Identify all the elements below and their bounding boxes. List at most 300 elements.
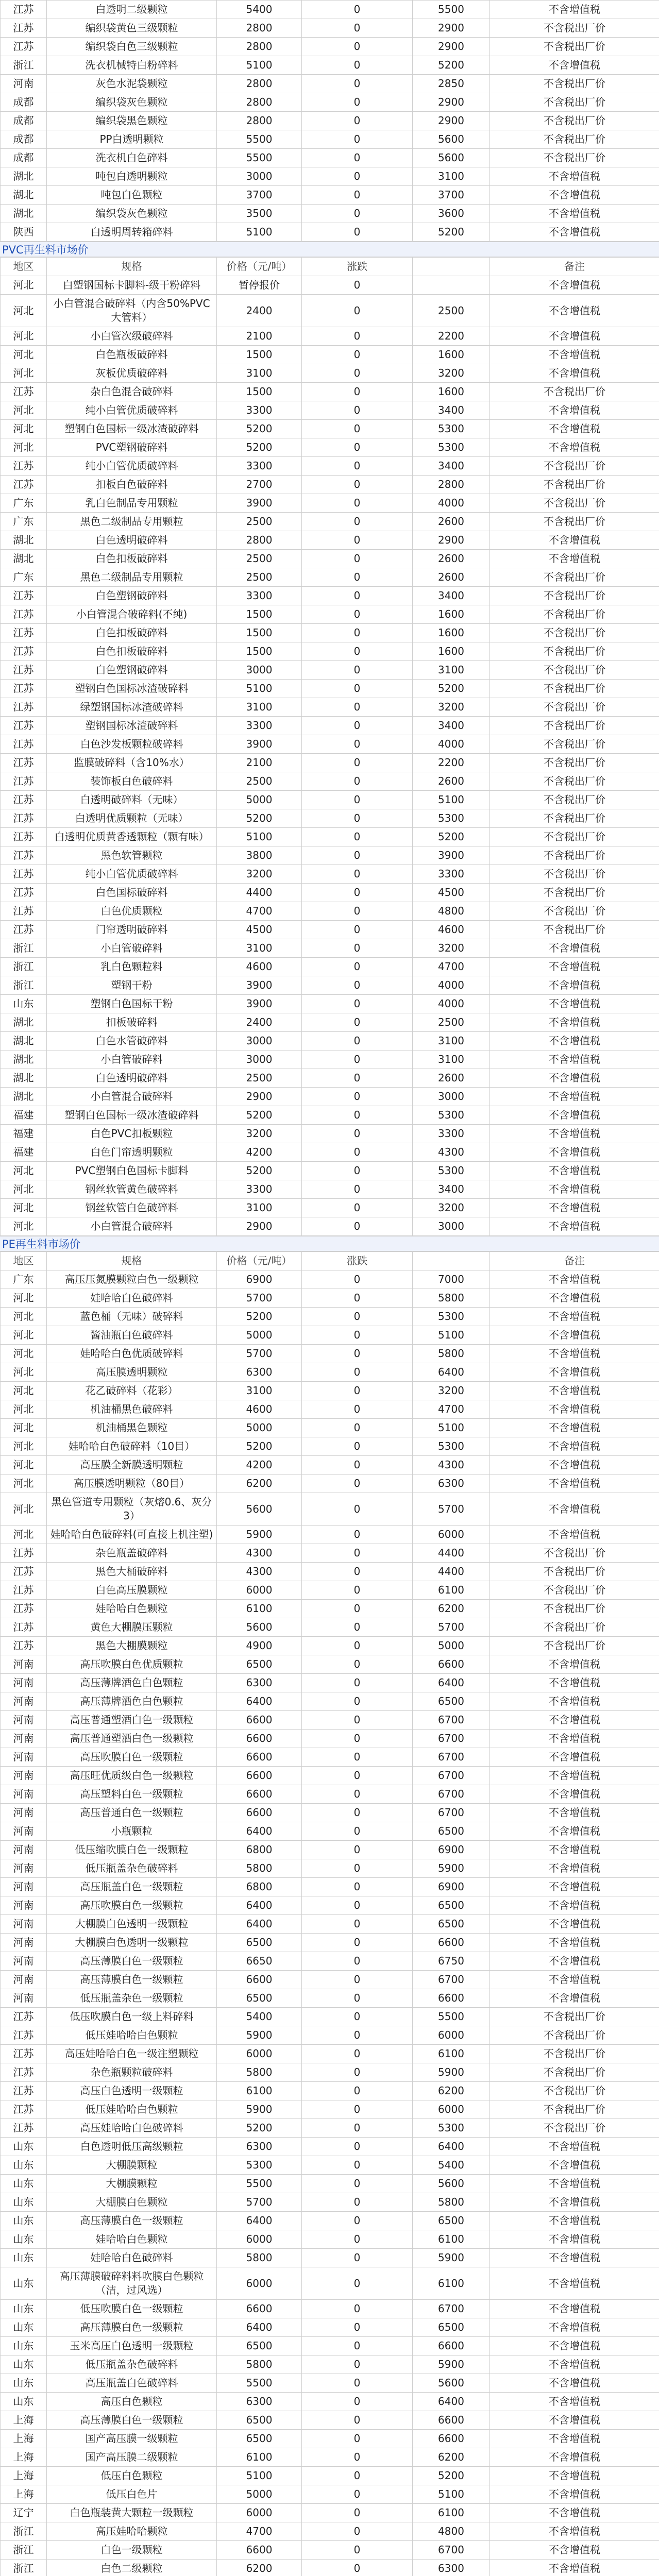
note-cell: 不含增值税 xyxy=(490,2337,659,2355)
change-cell: 0 xyxy=(302,205,413,223)
price-high-cell: 5200 xyxy=(413,56,490,75)
table-row xyxy=(1,1088,659,1106)
spec-cell: 高压薄牌酒色白色颗粒 xyxy=(47,1674,217,1692)
spec-cell: 高压压氮膜颗粒白色一级颗粒 xyxy=(47,1270,217,1289)
price-high-cell: 3200 xyxy=(413,1199,490,1217)
table-row xyxy=(1,295,659,327)
spec-cell: 低压娃哈哈白色颗粒 xyxy=(47,2026,217,2045)
price-cell: 3300 xyxy=(217,587,302,605)
region-cell: 浙江 xyxy=(1,939,47,958)
spec-cell: 乳白色颗粒料 xyxy=(47,958,217,976)
region-cell: 湖北 xyxy=(1,205,47,223)
change-cell: 0 xyxy=(302,1032,413,1050)
change-cell: 0 xyxy=(302,1526,413,1544)
region-cell: 河南 xyxy=(1,1896,47,1915)
price-cell: 2800 xyxy=(217,38,302,56)
price-cell: 3700 xyxy=(217,186,302,205)
region-cell: 山东 xyxy=(1,995,47,1013)
region-cell: 江苏 xyxy=(1,383,47,401)
price-cell: 2800 xyxy=(217,19,302,38)
region-cell: 福建 xyxy=(1,1143,47,1162)
region-cell: 上海 xyxy=(1,2467,47,2485)
region-cell: 成都 xyxy=(1,112,47,130)
price-cell: 6400 xyxy=(217,1692,302,1711)
spec-cell: 编织袋灰色颗粒 xyxy=(47,93,217,112)
price-high-cell: 3200 xyxy=(413,939,490,958)
region-cell: 河南 xyxy=(1,1767,47,1785)
spec-cell: 低压吹膜白色一级上料碎料 xyxy=(47,2008,217,2026)
region-cell: 河北 xyxy=(1,1363,47,1382)
spec-cell: 杂色瓶盖破碎料 xyxy=(47,1544,217,1563)
price-cell: 3000 xyxy=(217,661,302,680)
spec-cell: 黄色大棚膜压颗粒 xyxy=(47,1618,217,1637)
change-cell: 0 xyxy=(302,1,413,19)
table-row xyxy=(1,1382,659,1400)
note-cell: 不含增值税 xyxy=(490,1730,659,1748)
spec-cell: 白色透明破碎料 xyxy=(47,1069,217,1088)
region-cell: 江苏 xyxy=(1,828,47,846)
price-high-cell: 5600 xyxy=(413,2175,490,2193)
spec-cell: 白色二级颗粒 xyxy=(47,2560,217,2576)
note-cell: 不含增值税 xyxy=(490,1199,659,1217)
note-cell: 不含增值税 xyxy=(490,1841,659,1859)
region-cell: 江苏 xyxy=(1,2026,47,2045)
spec-cell: 白色门帘透明颗粒 xyxy=(47,1143,217,1162)
price-cell: 2900 xyxy=(217,1088,302,1106)
table-row xyxy=(1,1143,659,1162)
price-high-cell: 5700 xyxy=(413,1618,490,1637)
price-cell: 6000 xyxy=(217,2267,302,2300)
table-row xyxy=(1,2393,659,2411)
change-cell: 0 xyxy=(302,1822,413,1841)
region-cell: 江苏 xyxy=(1,661,47,680)
price-high-cell: 6700 xyxy=(413,1785,490,1804)
price-high-cell: 6750 xyxy=(413,1952,490,1971)
price-table xyxy=(0,1251,659,2576)
region-cell: 山东 xyxy=(1,2138,47,2156)
price-cell: 3100 xyxy=(217,939,302,958)
price-cell: 6500 xyxy=(217,1655,302,1674)
change-cell: 0 xyxy=(302,2026,413,2045)
note-cell: 不含增值税 xyxy=(490,1674,659,1692)
note-cell: 不含增值税 xyxy=(490,1748,659,1767)
price-cell: 5200 xyxy=(217,438,302,457)
price-cell: 4400 xyxy=(217,884,302,902)
table-row xyxy=(1,1915,659,1934)
note-cell: 不含税出厂价 xyxy=(490,494,659,513)
change-cell: 0 xyxy=(302,149,413,167)
change-cell: 0 xyxy=(302,2082,413,2100)
region-cell: 广东 xyxy=(1,494,47,513)
change-cell: 0 xyxy=(302,2430,413,2448)
table-row xyxy=(1,364,659,383)
price-high-cell: 5500 xyxy=(413,2008,490,2026)
table-row xyxy=(1,1730,659,1748)
price-high-cell: 6100 xyxy=(413,2267,490,2300)
spec-cell: 高压膜全新膜透明颗粒 xyxy=(47,1456,217,1475)
change-cell: 0 xyxy=(302,828,413,846)
change-cell: 0 xyxy=(302,364,413,383)
price-table xyxy=(0,0,659,242)
table-row xyxy=(1,717,659,735)
spec-cell: 低压娃哈哈白色颗粒 xyxy=(47,2100,217,2119)
note-cell: 不含增值税 xyxy=(490,1493,659,1526)
price-cell: 1500 xyxy=(217,624,302,642)
region-cell: 河北 xyxy=(1,295,47,327)
spec-cell: 高压膜透明颗粒（80目） xyxy=(47,1475,217,1493)
table-row xyxy=(1,1859,659,1878)
price-cell: 1500 xyxy=(217,642,302,661)
note-cell: 不含增值税 xyxy=(490,401,659,420)
price-cell: 6400 xyxy=(217,1915,302,1934)
region-cell: 湖北 xyxy=(1,1013,47,1032)
note-cell: 不含税出厂价 xyxy=(490,568,659,587)
price-high-cell: 2500 xyxy=(413,295,490,327)
region-cell: 河南 xyxy=(1,1692,47,1711)
price-high-cell: 6700 xyxy=(413,1730,490,1748)
price-high-cell: 2600 xyxy=(413,513,490,531)
region-cell: 河北 xyxy=(1,1382,47,1400)
spec-cell: 白透明二级颗粒 xyxy=(47,1,217,19)
region-cell: 河南 xyxy=(1,1971,47,1989)
note-cell: 不含税出厂价 xyxy=(490,149,659,167)
price-high-cell: 3200 xyxy=(413,698,490,717)
table-row xyxy=(1,1069,659,1088)
price-high-cell: 5900 xyxy=(413,2063,490,2082)
note-cell: 不含增值税 xyxy=(490,1050,659,1069)
note-cell: 不含增值税 xyxy=(490,2467,659,2485)
price-cell: 2800 xyxy=(217,531,302,550)
change-cell: 0 xyxy=(302,438,413,457)
spec-cell: 酱油瓶白色破碎料 xyxy=(47,1326,217,1345)
price-cell: 2800 xyxy=(217,75,302,93)
region-cell: 广东 xyxy=(1,1270,47,1289)
note-cell: 不含税出厂价 xyxy=(490,130,659,149)
note-cell: 不含税出厂价 xyxy=(490,698,659,717)
change-cell: 0 xyxy=(302,223,413,242)
price-cell: 4700 xyxy=(217,2522,302,2541)
note-cell: 不含税出厂价 xyxy=(490,383,659,401)
region-cell: 江苏 xyxy=(1,1544,47,1563)
note-cell: 不含增值税 xyxy=(490,1655,659,1674)
change-cell: 0 xyxy=(302,1841,413,1859)
spec-cell: 规格 xyxy=(47,1252,217,1270)
change-cell: 0 xyxy=(302,2522,413,2541)
change-cell: 0 xyxy=(302,884,413,902)
spec-cell: 机油桶黑色颗粒 xyxy=(47,1419,217,1437)
table-header-row xyxy=(1,258,659,276)
spec-cell: 高压普通塑酒白色一级颗粒 xyxy=(47,1711,217,1730)
change-cell: 0 xyxy=(302,1419,413,1437)
region-cell: 河南 xyxy=(1,1655,47,1674)
change-cell: 0 xyxy=(302,276,413,295)
region-cell: 湖北 xyxy=(1,1032,47,1050)
note-cell: 不含增值税 xyxy=(490,205,659,223)
note-cell: 不含增值税 xyxy=(490,364,659,383)
region-cell: 江苏 xyxy=(1,1,47,19)
change-cell: 0 xyxy=(302,1692,413,1711)
region-cell: 江苏 xyxy=(1,1563,47,1581)
change-cell: 0 xyxy=(302,56,413,75)
note-cell: 不含增值税 xyxy=(490,2560,659,2576)
region-cell: 湖北 xyxy=(1,167,47,186)
note-cell: 不含增值税 xyxy=(490,1013,659,1032)
price-high-cell: 6000 xyxy=(413,1526,490,1544)
spec-cell: 大棚膜白色颗粒 xyxy=(47,2193,217,2212)
price-high-cell: 3200 xyxy=(413,364,490,383)
price-cell: 5500 xyxy=(217,2175,302,2193)
change-cell: 0 xyxy=(302,186,413,205)
spec-cell: 白色沙发板颗粒破碎料 xyxy=(47,735,217,754)
price-high-cell: 5300 xyxy=(413,1437,490,1456)
note-cell: 不含税出厂价 xyxy=(490,457,659,476)
price-high-cell: 6500 xyxy=(413,2212,490,2230)
spec-cell: 白色瓶板破碎料 xyxy=(47,346,217,364)
price-cell: 3100 xyxy=(217,364,302,383)
note-cell: 不含增值税 xyxy=(490,1289,659,1308)
note-cell: 不含增值税 xyxy=(490,958,659,976)
change-cell: 0 xyxy=(302,1493,413,1526)
price-table xyxy=(0,257,659,1236)
price-cell: 6300 xyxy=(217,1363,302,1382)
table-row xyxy=(1,205,659,223)
region-cell: 陕西 xyxy=(1,223,47,242)
change-cell: 0 xyxy=(302,698,413,717)
price-cell: 5600 xyxy=(217,1618,302,1637)
change-cell: 0 xyxy=(302,1785,413,1804)
table-row xyxy=(1,2138,659,2156)
spec-cell: 白色优质颗粒 xyxy=(47,902,217,921)
price-high-cell: 4300 xyxy=(413,1456,490,1475)
price-cell: 5000 xyxy=(217,1326,302,1345)
region-cell: 河北 xyxy=(1,1456,47,1475)
price-high-cell: 2800 xyxy=(413,476,490,494)
spec-cell: 灰板优质破碎料 xyxy=(47,364,217,383)
region-cell: 河北 xyxy=(1,327,47,346)
table-row xyxy=(1,38,659,56)
price-high-cell: 4000 xyxy=(413,735,490,754)
spec-cell: 娃哈哈白色破碎料（10目） xyxy=(47,1437,217,1456)
note-cell: 不含增值税 xyxy=(490,1971,659,1989)
spec-cell: 白色PVC扣板颗粒 xyxy=(47,1125,217,1143)
region-cell: 浙江 xyxy=(1,2541,47,2560)
spec-cell: 洗衣机械特白粉碎料 xyxy=(47,56,217,75)
spec-cell: 高压薄膜白色一级颗粒 xyxy=(47,1952,217,1971)
price-high-cell: 5300 xyxy=(413,1106,490,1125)
change-cell: 0 xyxy=(302,1878,413,1896)
region-cell: 江苏 xyxy=(1,921,47,939)
price-high-cell: 6300 xyxy=(413,1475,490,1493)
note-cell: 不含增值税 xyxy=(490,1308,659,1326)
price-high-cell: 6700 xyxy=(413,2300,490,2318)
price-high-cell: 6400 xyxy=(413,2138,490,2156)
spec-cell: 白色一级颗粒 xyxy=(47,2541,217,2560)
spec-cell: 高压膜透明颗粒 xyxy=(47,1363,217,1382)
price-high-cell: 2600 xyxy=(413,1069,490,1088)
region-cell: 河北 xyxy=(1,1199,47,1217)
note-cell: 不含增值税 xyxy=(490,1345,659,1363)
note-cell: 不含税出厂价 xyxy=(490,513,659,531)
price-cell: 5600 xyxy=(217,1493,302,1526)
change-cell: 0 xyxy=(302,1437,413,1456)
price-cell: 6000 xyxy=(217,2230,302,2249)
note-cell: 不含增值税 xyxy=(490,1822,659,1841)
table-row xyxy=(1,346,659,364)
note-cell: 不含增值税 xyxy=(490,1180,659,1199)
table-row xyxy=(1,276,659,295)
change-cell: 0 xyxy=(302,531,413,550)
change-cell: 0 xyxy=(302,2504,413,2522)
spec-cell: 大棚膜白色透明一级颗粒 xyxy=(47,1934,217,1952)
spec-cell: 娃哈哈白色破碎料(可直接上机注塑) xyxy=(47,1526,217,1544)
region-cell: 山东 xyxy=(1,2318,47,2337)
note-cell: 备注 xyxy=(490,258,659,276)
change-cell: 0 xyxy=(302,1563,413,1581)
spec-cell: 白色塑钢破碎料 xyxy=(47,661,217,680)
price-cell: 5200 xyxy=(217,809,302,828)
note-cell: 不含税出厂价 xyxy=(490,624,659,642)
region-cell: 河北 xyxy=(1,1437,47,1456)
price-high-cell: 3100 xyxy=(413,167,490,186)
spec-cell: 小白管破碎料 xyxy=(47,939,217,958)
table-row xyxy=(1,1618,659,1637)
spec-cell: 白透明优质黄香透颗粒（颗有味） xyxy=(47,828,217,846)
note-cell: 不含税出厂价 xyxy=(490,846,659,865)
price-high-cell: 6600 xyxy=(413,1655,490,1674)
price-high-cell: 6500 xyxy=(413,1896,490,1915)
spec-cell: 塑钢白色国标干粉 xyxy=(47,995,217,1013)
note-cell: 不含增值税 xyxy=(490,186,659,205)
table-row xyxy=(1,1270,659,1289)
price-cell: 价格（元/吨） xyxy=(217,258,302,276)
change-cell: 0 xyxy=(302,809,413,828)
spec-cell: 塑钢白色国标一级冰渣破碎料 xyxy=(47,1106,217,1125)
spec-cell: 高压薄膜白色一级颗粒 xyxy=(47,2318,217,2337)
price-high-cell: 4400 xyxy=(413,1544,490,1563)
note-cell: 不含增值税 xyxy=(490,327,659,346)
spec-cell: 高压薄膜白色一级颗粒 xyxy=(47,2411,217,2430)
change-cell: 涨跌 xyxy=(302,1252,413,1270)
price-high-cell: 6000 xyxy=(413,2100,490,2119)
spec-cell: 高压普通塑酒白色一级颗粒 xyxy=(47,1730,217,1748)
table-row xyxy=(1,1050,659,1069)
note-cell: 不含税出厂价 xyxy=(490,2082,659,2100)
price-cell: 3000 xyxy=(217,1032,302,1050)
price-cell: 6600 xyxy=(217,1804,302,1822)
spec-cell: 高压普通白色一级颗粒 xyxy=(47,1804,217,1822)
change-cell: 0 xyxy=(302,1400,413,1419)
price-high-cell: 5200 xyxy=(413,223,490,242)
price-high-cell: 5200 xyxy=(413,2467,490,2485)
table-row xyxy=(1,828,659,846)
region-cell: 河南 xyxy=(1,1711,47,1730)
change-cell: 0 xyxy=(302,1748,413,1767)
table-row xyxy=(1,1952,659,1971)
price-high-cell: 6700 xyxy=(413,1767,490,1785)
price-cell: 6600 xyxy=(217,1748,302,1767)
change-cell: 0 xyxy=(302,75,413,93)
region-cell: 河北 xyxy=(1,438,47,457)
table-row xyxy=(1,1989,659,2008)
spec-cell: 白色塑钢破碎料 xyxy=(47,587,217,605)
change-cell: 0 xyxy=(302,1382,413,1400)
price-cell: 3000 xyxy=(217,167,302,186)
spec-cell: 高压薄膜破碎料料吹膜白色颗粒（洁，过风选） xyxy=(47,2267,217,2300)
change-cell: 0 xyxy=(302,717,413,735)
table-row xyxy=(1,1804,659,1822)
price-high-cell: 5100 xyxy=(413,1419,490,1437)
price-cell: 2800 xyxy=(217,93,302,112)
table-row xyxy=(1,642,659,661)
table-row xyxy=(1,1692,659,1711)
spec-cell: 扣板破碎料 xyxy=(47,1013,217,1032)
spec-cell: 高压薄膜白色一级颗粒 xyxy=(47,2212,217,2230)
price-cell: 4300 xyxy=(217,1544,302,1563)
note-cell: 不含增值税 xyxy=(490,1419,659,1437)
region-cell: 河北 xyxy=(1,420,47,438)
price-cell: 5500 xyxy=(217,130,302,149)
price-high-cell: 2200 xyxy=(413,754,490,772)
price-high-cell: 4000 xyxy=(413,976,490,995)
price-high-cell: 2850 xyxy=(413,75,490,93)
table-row xyxy=(1,2026,659,2045)
section-title: PVC再生料市场价 xyxy=(0,242,659,257)
price-high-cell: 2600 xyxy=(413,550,490,568)
price-cell: 6400 xyxy=(217,1896,302,1915)
table-row xyxy=(1,2156,659,2175)
change-cell: 0 xyxy=(302,1143,413,1162)
note-cell: 不含增值税 xyxy=(490,56,659,75)
table-row xyxy=(1,1767,659,1785)
note-cell: 不含税出厂价 xyxy=(490,754,659,772)
price-cell: 5900 xyxy=(217,2100,302,2119)
price-cell: 5800 xyxy=(217,1859,302,1878)
note-cell: 不含增值税 xyxy=(490,1162,659,1180)
note-cell: 不含增值税 xyxy=(490,976,659,995)
region-cell: 江苏 xyxy=(1,865,47,884)
region-cell: 成都 xyxy=(1,130,47,149)
table-row xyxy=(1,2504,659,2522)
price-cell: 6000 xyxy=(217,2504,302,2522)
price-cell: 2900 xyxy=(217,1217,302,1236)
region-cell: 江苏 xyxy=(1,791,47,809)
table-row xyxy=(1,2212,659,2230)
price-cell: 4900 xyxy=(217,1637,302,1655)
region-cell: 湖北 xyxy=(1,531,47,550)
change-cell: 0 xyxy=(302,976,413,995)
change-cell: 0 xyxy=(302,93,413,112)
region-cell: 江苏 xyxy=(1,19,47,38)
change-cell: 0 xyxy=(302,2119,413,2138)
price-cell: 6600 xyxy=(217,1767,302,1785)
price-cell: 3900 xyxy=(217,995,302,1013)
note-cell: 不含增值税 xyxy=(490,295,659,327)
price-high-cell: 6700 xyxy=(413,1748,490,1767)
region-cell: 广东 xyxy=(1,568,47,587)
price-cell: 2500 xyxy=(217,550,302,568)
change-cell: 0 xyxy=(302,2448,413,2467)
region-cell: 山东 xyxy=(1,2212,47,2230)
region-cell: 江苏 xyxy=(1,2100,47,2119)
price-high-cell: 4700 xyxy=(413,1400,490,1419)
note-cell: 不含增值税 xyxy=(490,1915,659,1934)
price-high-cell: 3200 xyxy=(413,1382,490,1400)
note-cell: 不含增值税 xyxy=(490,1143,659,1162)
table-row xyxy=(1,772,659,791)
region-cell: 河北 xyxy=(1,1326,47,1345)
price-high-cell: 6900 xyxy=(413,1878,490,1896)
spec-cell: 扣板白色破碎料 xyxy=(47,476,217,494)
